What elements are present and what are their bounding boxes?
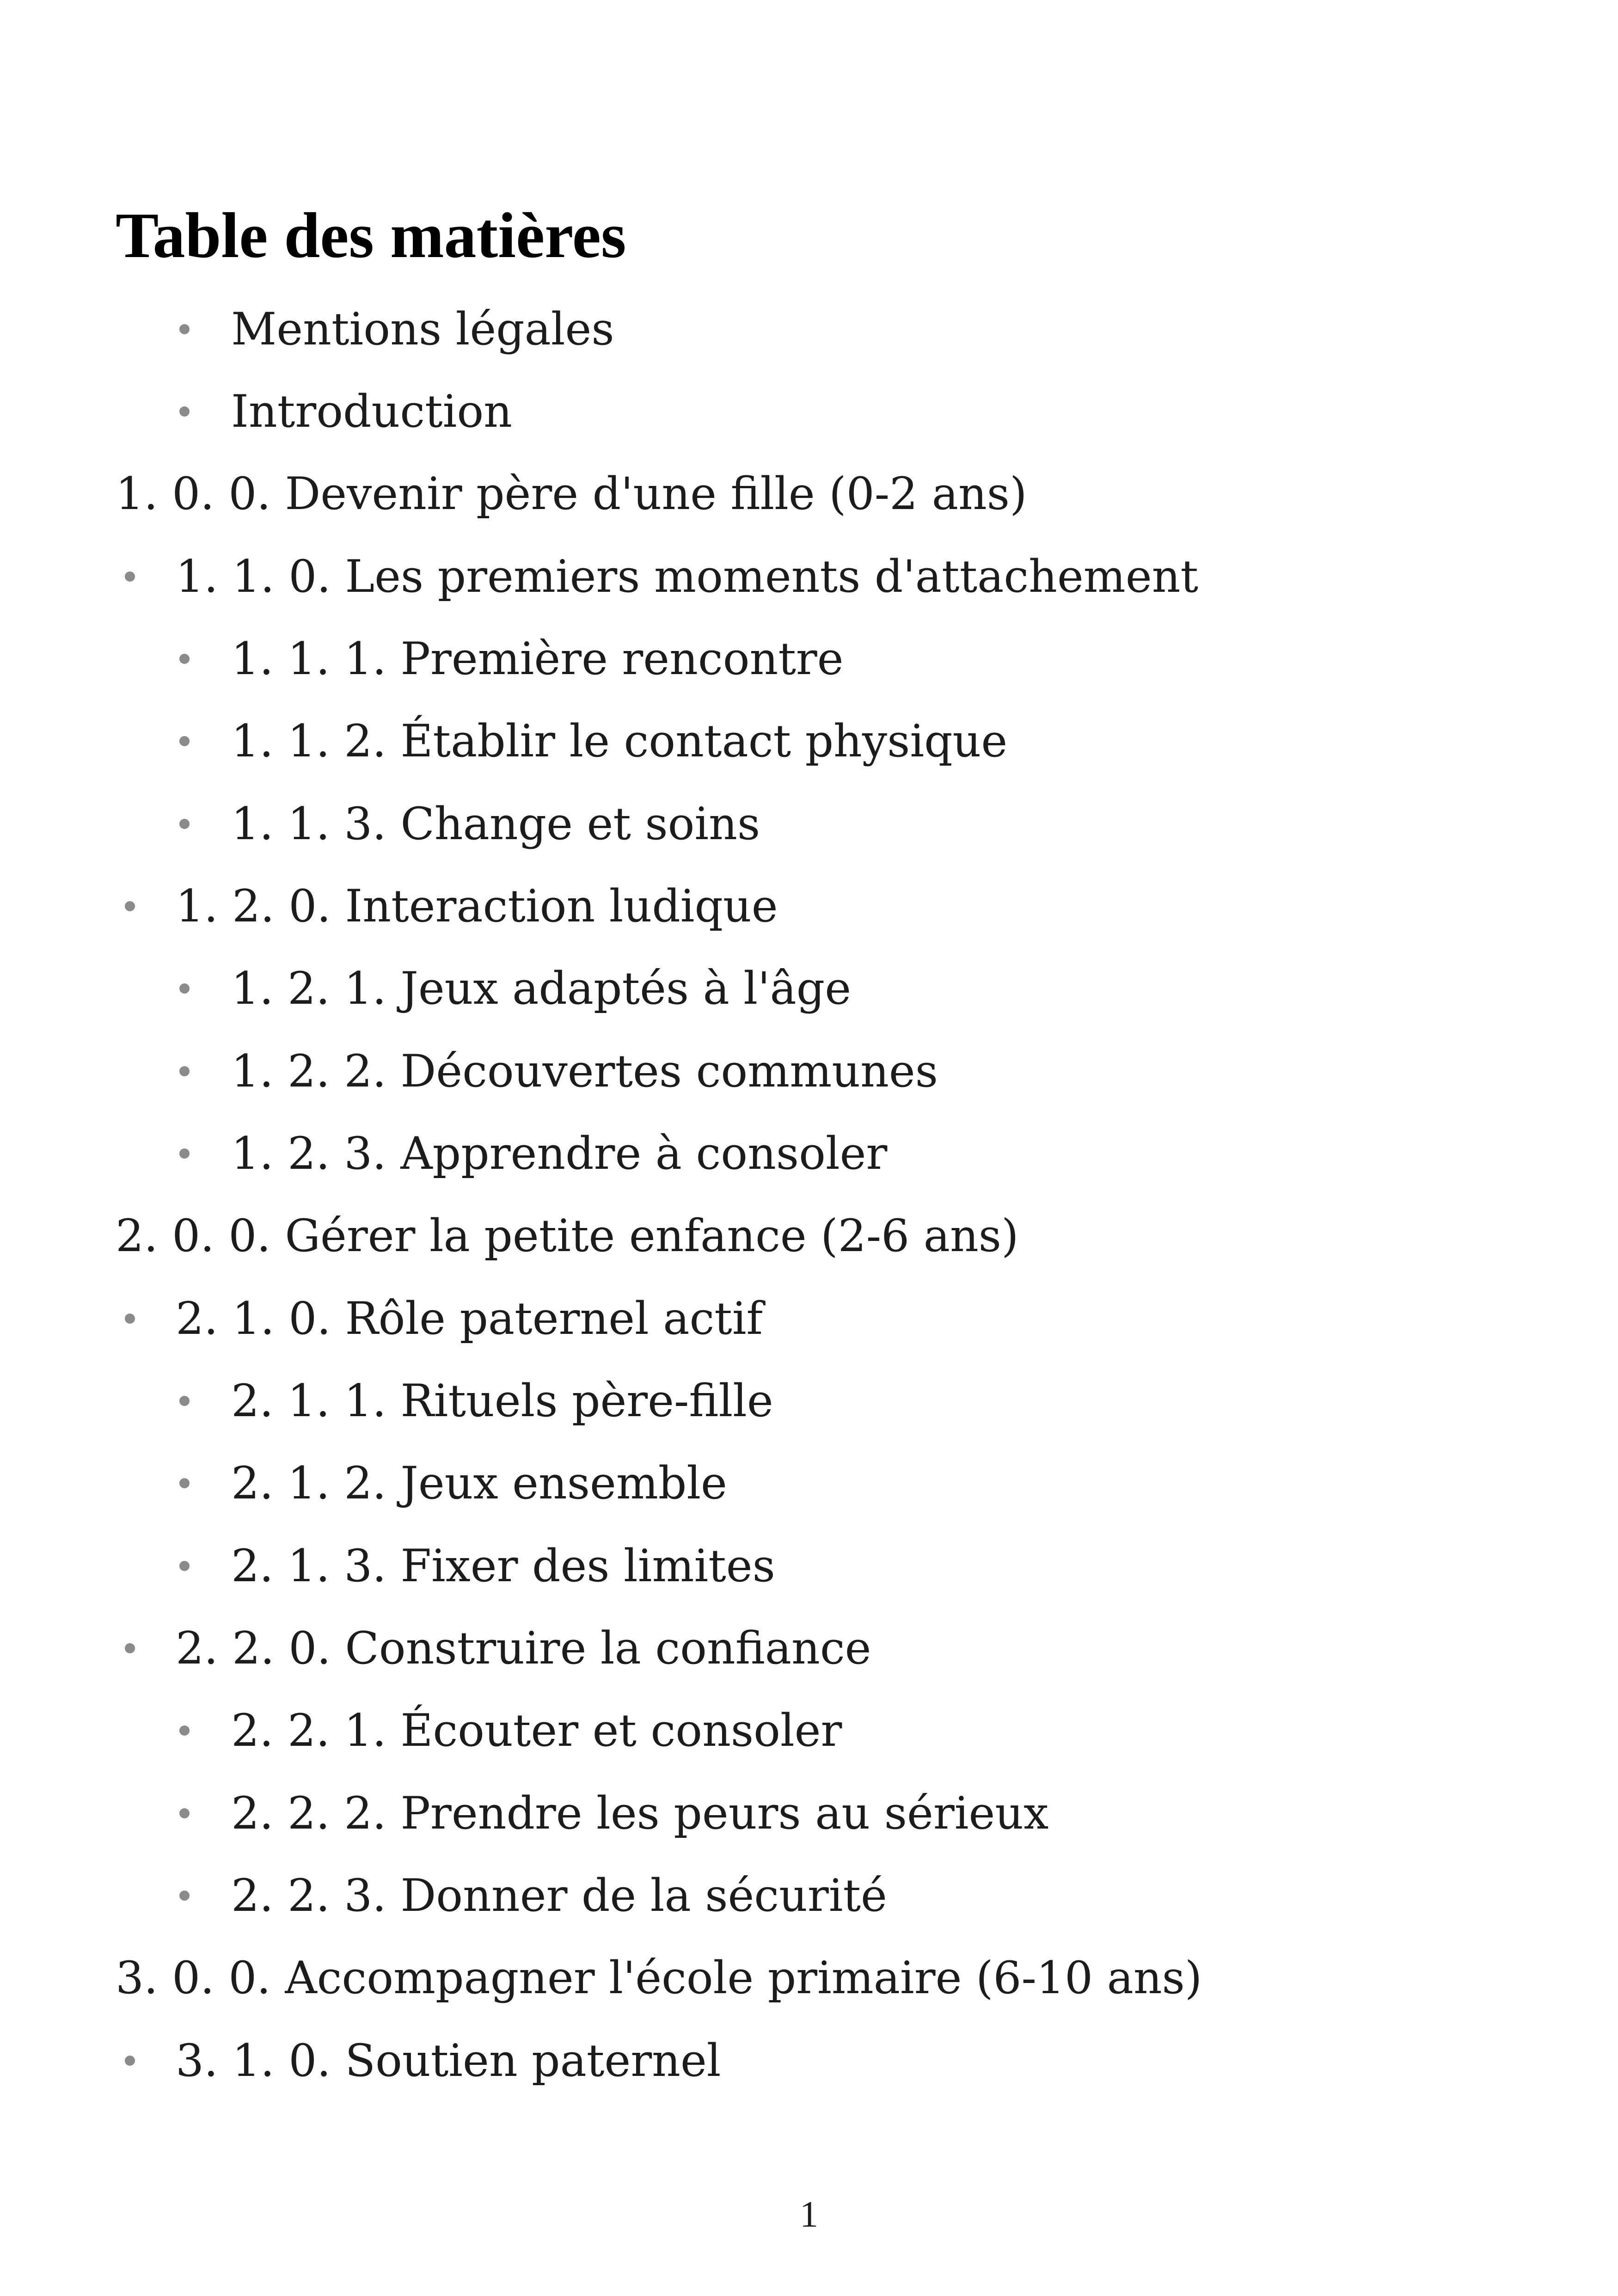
page-number: 1 xyxy=(800,2194,818,2235)
bullet-icon xyxy=(179,1808,190,1818)
toc-entry-label: 1. 2. 1. Jeux adaptés à l'âge xyxy=(231,963,851,1014)
toc-entry[interactable] xyxy=(179,617,844,700)
toc-entry[interactable] xyxy=(116,1194,1019,1277)
toc-entry-label: 1. 1. 0. Les premiers moments d'attachement xyxy=(176,551,1199,602)
bullet-icon xyxy=(125,1643,135,1653)
toc-entry[interactable] xyxy=(125,865,778,948)
toc-entry-label: 2. 2. 3. Donner de la sécurité xyxy=(231,1870,887,1922)
bullet-icon xyxy=(125,571,135,582)
toc-entry-label: Introduction xyxy=(231,386,512,437)
toc-entry[interactable] xyxy=(179,1854,887,1937)
toc-entry[interactable] xyxy=(116,452,1027,535)
bullet-icon xyxy=(179,819,190,829)
toc-entry-label: 1. 1. 1. Première rencontre xyxy=(231,633,844,685)
toc-entry-label: 3. 1. 0. Soutien paternel xyxy=(176,2035,721,2087)
bullet-icon xyxy=(125,901,135,911)
bullet-icon xyxy=(179,654,190,664)
toc-entry[interactable] xyxy=(179,1689,842,1772)
toc-entry[interactable] xyxy=(125,1607,871,1690)
bullet-icon xyxy=(179,1891,190,1901)
toc-entry-label: 3. 0. 0. Accompagner l'école primaire (6-10 ans) xyxy=(116,1952,1202,2004)
bullet-icon xyxy=(179,736,190,746)
toc-entry[interactable] xyxy=(116,1936,1202,2020)
toc-entry[interactable] xyxy=(179,1772,1048,1855)
toc-entry-label: 2. 1. 1. Rituels père-fille xyxy=(231,1375,773,1427)
toc-entry[interactable] xyxy=(179,947,851,1030)
toc-entry[interactable] xyxy=(179,1524,775,1608)
bullet-icon xyxy=(125,2056,135,2066)
toc-entry-label: 1. 0. 0. Devenir père d'une fille (0-2 ans) xyxy=(116,468,1027,520)
toc-entry-label: 2. 1. 2. Jeux ensemble xyxy=(231,1457,727,1509)
toc-entry-label: 2. 1. 0. Rôle paternel actif xyxy=(176,1293,763,1344)
toc-entry[interactable] xyxy=(179,1442,727,1525)
toc-entry-label: Mentions légales xyxy=(231,303,614,355)
toc-entry-label: 2. 1. 3. Fixer des limites xyxy=(231,1540,775,1592)
toc-entry-label: 2. 2. 1. Écouter et consoler xyxy=(231,1705,842,1756)
toc-entry[interactable] xyxy=(179,1030,938,1113)
bullet-icon xyxy=(179,324,190,334)
bullet-icon xyxy=(179,1066,190,1076)
bullet-icon xyxy=(179,1725,190,1736)
bullet-icon xyxy=(179,1561,190,1571)
toc-entry-label: 1. 2. 2. Découvertes communes xyxy=(231,1045,938,1097)
bullet-icon xyxy=(179,1478,190,1488)
toc-entry[interactable] xyxy=(179,1359,773,1443)
page-title: Table des matières xyxy=(116,200,626,271)
bullet-icon xyxy=(179,1396,190,1406)
toc-entry[interactable] xyxy=(125,2019,721,2102)
bullet-icon xyxy=(179,406,190,417)
toc-entry[interactable] xyxy=(179,288,614,371)
toc-entry-label: 2. 2. 0. Construire la confiance xyxy=(176,1622,871,1674)
toc-entry[interactable] xyxy=(179,1112,887,1195)
toc-entry[interactable] xyxy=(125,1277,763,1360)
toc-entry[interactable] xyxy=(179,370,512,453)
toc-entry-label: 2. 0. 0. Gérer la petite enfance (2-6 ans) xyxy=(116,1210,1019,1262)
toc-entry-label: 1. 1. 3. Change et soins xyxy=(231,798,760,850)
bullet-icon xyxy=(125,1314,135,1324)
toc-entry-label: 1. 2. 3. Apprendre à consoler xyxy=(231,1128,888,1179)
toc-entry-label: 2. 2. 2. Prendre les peurs au sérieux xyxy=(231,1787,1049,1839)
bullet-icon xyxy=(179,1148,190,1159)
toc-entry-label: 1. 2. 0. Interaction ludique xyxy=(176,880,778,932)
toc-entry[interactable] xyxy=(179,782,760,866)
toc-entry[interactable] xyxy=(125,535,1198,618)
toc-entry-label: 1. 1. 2. Établir le contact physique xyxy=(231,715,1008,767)
bullet-icon xyxy=(179,983,190,994)
toc-entry[interactable] xyxy=(179,700,1007,783)
